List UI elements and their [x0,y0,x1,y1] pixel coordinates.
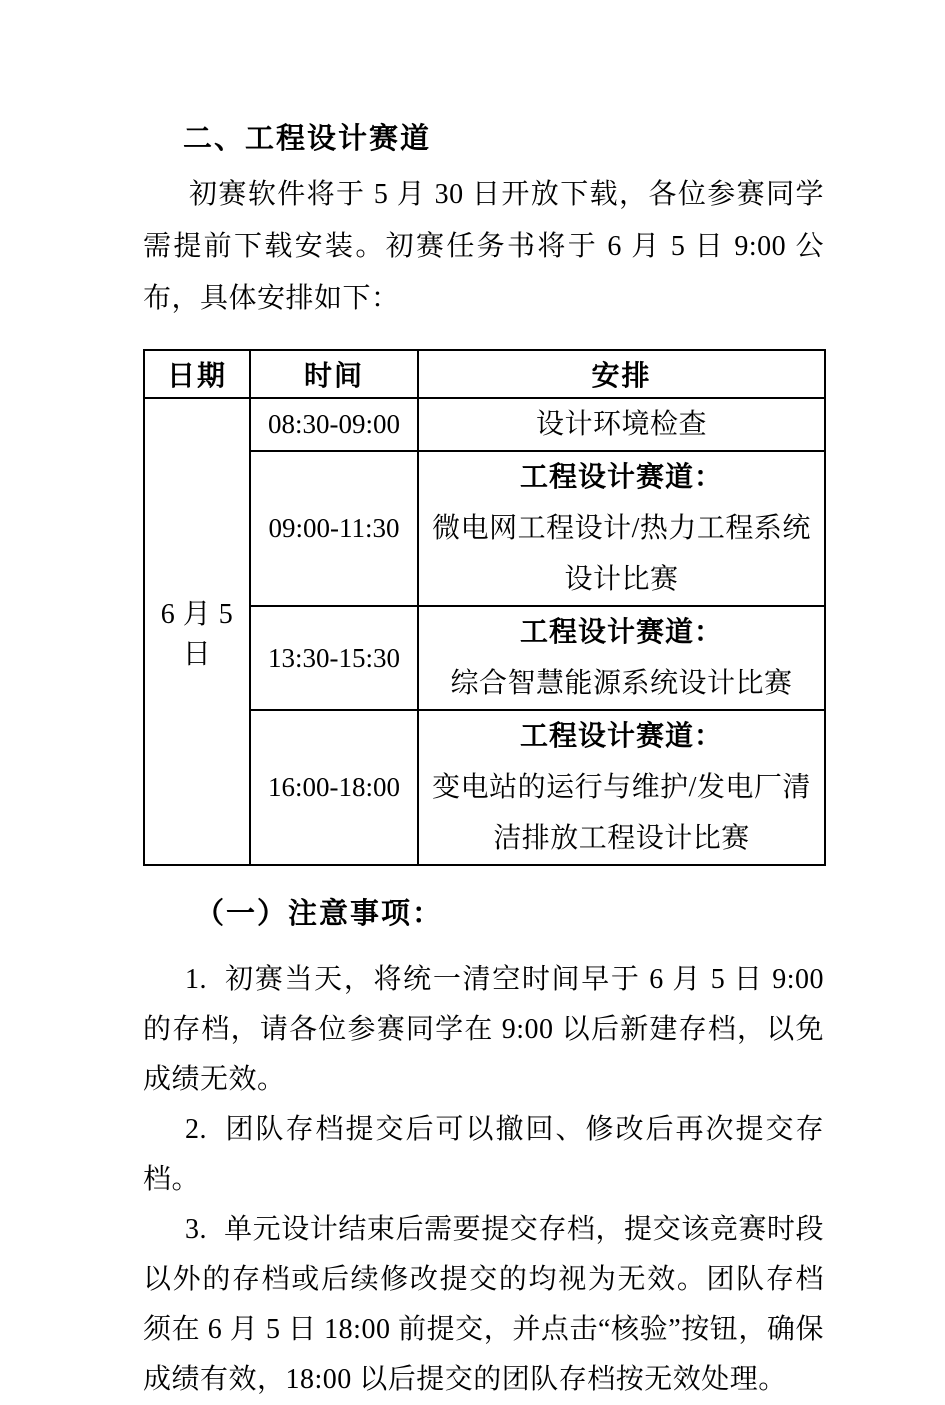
note-number: 2. [185,1114,207,1145]
col-header-plan: 安排 [418,350,825,398]
plan-cell [418,398,825,451]
plan-title: 工程设计赛道： [519,462,723,493]
plan-desc: 变电站的运行与维护/发电厂清洁排放工程设计比赛 [432,772,811,854]
note-item [143,955,824,1105]
note-text: 单元设计结束后需要提交存档，提交该竞赛时段以外的存档或后续修改提交的均视为无效。团队存档须在 6 月 5 日 18:00 前提交，并点击“核验”按钮，确保成绩有效，18:00 以后提交的团队存档按无效处理。 [143,1214,824,1395]
plan-title: 工程设计赛道： [519,721,723,752]
time-cell: 16:00-18:00 [250,710,418,865]
schedule-table [143,349,826,866]
time-cell: 13:30-15:30 [250,606,418,710]
plan-cell [418,710,825,865]
table-header-row [144,350,825,398]
note-text: 初赛当天，将统一清空时间早于 6 月 5 日 9:00 的存档，请各位参赛同学在 9:00 以后新建存档，以免成绩无效。 [143,964,825,1095]
col-header-time: 时间 [250,350,418,398]
note-text: 团队存档提交后可以撤回、修改后再次提交存档。 [143,1114,824,1195]
section-heading: 二、工程设计赛道 [183,123,432,155]
document-content [143,0,824,1405]
note-item [143,1105,824,1205]
intro-paragraph: 初赛软件将于 5 月 30 日开放下载，各位参赛同学需提前下载安装。初赛任务书将于 6 月 5 日 9:00 公布，具体安排如下： [143,179,824,314]
time-cell: 08:30-09:00 [250,398,418,451]
note-number: 1. [185,964,207,995]
plan-desc: 微电网工程设计/热力工程系统设计比赛 [432,513,811,595]
date-cell: 6 月 5 日 [144,398,250,865]
notes-heading: （一）注意事项： [195,898,444,930]
plan-desc: 综合智慧能源系统设计比赛 [450,668,793,699]
plan-desc: 设计环境检查 [535,409,707,440]
plan-cell [418,451,825,606]
note-item [143,1205,824,1405]
notes-list [143,955,824,1405]
time-cell: 09:00-11:30 [250,451,418,606]
table-row [144,398,825,451]
plan-title: 工程设计赛道： [519,617,723,648]
note-number: 3. [185,1214,207,1245]
col-header-date: 日期 [144,350,250,398]
plan-cell [418,606,825,710]
